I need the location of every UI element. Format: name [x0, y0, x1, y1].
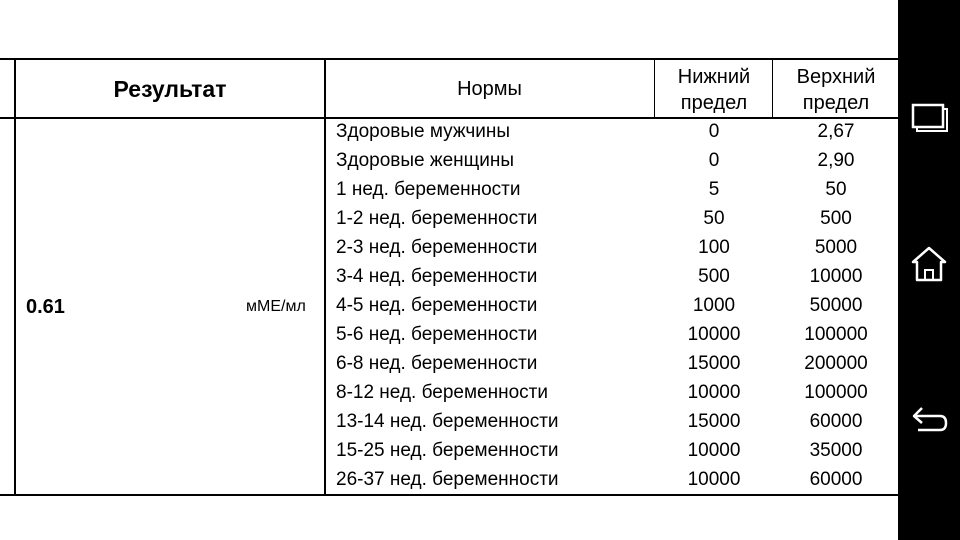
navigation-bar — [898, 0, 960, 540]
norm-upper: 5000 — [814, 237, 858, 258]
norm-lower: 0 — [708, 121, 720, 142]
header-upper-line2: предел — [802, 92, 870, 114]
norm-upper: 10000 — [809, 266, 863, 287]
table-row — [0, 264, 898, 293]
table-row — [0, 177, 898, 206]
header-result: Результат — [113, 75, 227, 102]
norm-upper: 500 — [820, 208, 852, 229]
norm-name: 15-25 нед. беременности — [336, 440, 559, 461]
norm-lower: 1000 — [692, 295, 736, 316]
result-unit: мМЕ/мл — [246, 298, 306, 315]
norm-name: 13-14 нед. беременности — [336, 411, 559, 432]
norm-lower: 5 — [708, 179, 720, 200]
home-icon — [904, 240, 954, 290]
table-row — [0, 148, 898, 177]
norm-lower: 10000 — [687, 469, 741, 490]
norm-name: Здоровые женщины — [336, 150, 515, 171]
norm-name: 1 нед. беременности — [336, 179, 521, 200]
norm-name: 2-3 нед. беременности — [336, 237, 538, 258]
table-row — [0, 409, 898, 438]
recent-apps-button[interactable] — [904, 92, 954, 142]
norm-name: 1-2 нед. беременности — [336, 208, 538, 229]
norm-lower: 100 — [698, 237, 730, 258]
header-norms: Нормы — [457, 77, 522, 100]
table-row — [0, 322, 898, 351]
norm-name: 6-8 нед. беременности — [336, 353, 538, 374]
norm-upper: 2,67 — [817, 121, 855, 142]
norms-lower-divider — [654, 58, 655, 119]
table-row — [0, 380, 898, 409]
table-row — [0, 235, 898, 264]
norm-name: 26-37 нед. беременности — [336, 469, 559, 490]
norm-name: 5-6 нед. беременности — [336, 324, 538, 345]
norm-lower: 500 — [698, 266, 730, 287]
header-lower-line2: предел — [680, 92, 748, 114]
norm-upper: 100000 — [804, 324, 868, 345]
norm-upper: 2,90 — [817, 150, 855, 171]
norm-lower: 0 — [708, 150, 720, 171]
header-lower-limit — [656, 62, 772, 118]
table-row — [0, 119, 898, 148]
norm-lower: 15000 — [687, 411, 741, 432]
table-row — [0, 293, 898, 322]
norm-lower: 15000 — [687, 353, 741, 374]
norm-upper: 50000 — [809, 295, 863, 316]
norm-name: 3-4 нед. беременности — [336, 266, 538, 287]
header-upper-line1: Верхний — [796, 66, 876, 88]
table-row — [0, 467, 898, 496]
header-upper-limit — [774, 62, 898, 118]
table-row — [0, 206, 898, 235]
home-button[interactable] — [904, 240, 954, 290]
norm-lower: 10000 — [687, 440, 741, 461]
norm-upper: 50 — [825, 179, 847, 200]
norm-name: Здоровые мужчины — [336, 121, 511, 142]
norm-name: 4-5 нед. беременности — [336, 295, 538, 316]
back-button[interactable] — [904, 396, 954, 446]
norm-lower: 50 — [703, 208, 725, 229]
table-row — [0, 351, 898, 380]
norm-upper: 60000 — [809, 411, 863, 432]
result-value: 0.61 — [26, 296, 65, 318]
norm-upper: 100000 — [804, 382, 868, 403]
recent-apps-icon — [904, 92, 954, 142]
lower-upper-divider — [772, 58, 773, 119]
back-icon — [904, 396, 954, 446]
norm-lower: 10000 — [687, 382, 741, 403]
norm-upper: 60000 — [809, 469, 863, 490]
norm-lower: 10000 — [687, 324, 741, 345]
table-row — [0, 438, 898, 467]
norm-upper: 35000 — [809, 440, 863, 461]
norm-upper: 200000 — [804, 353, 868, 374]
norm-name: 8-12 нед. беременности — [336, 382, 548, 403]
header-lower-line1: Нижний — [677, 66, 751, 88]
